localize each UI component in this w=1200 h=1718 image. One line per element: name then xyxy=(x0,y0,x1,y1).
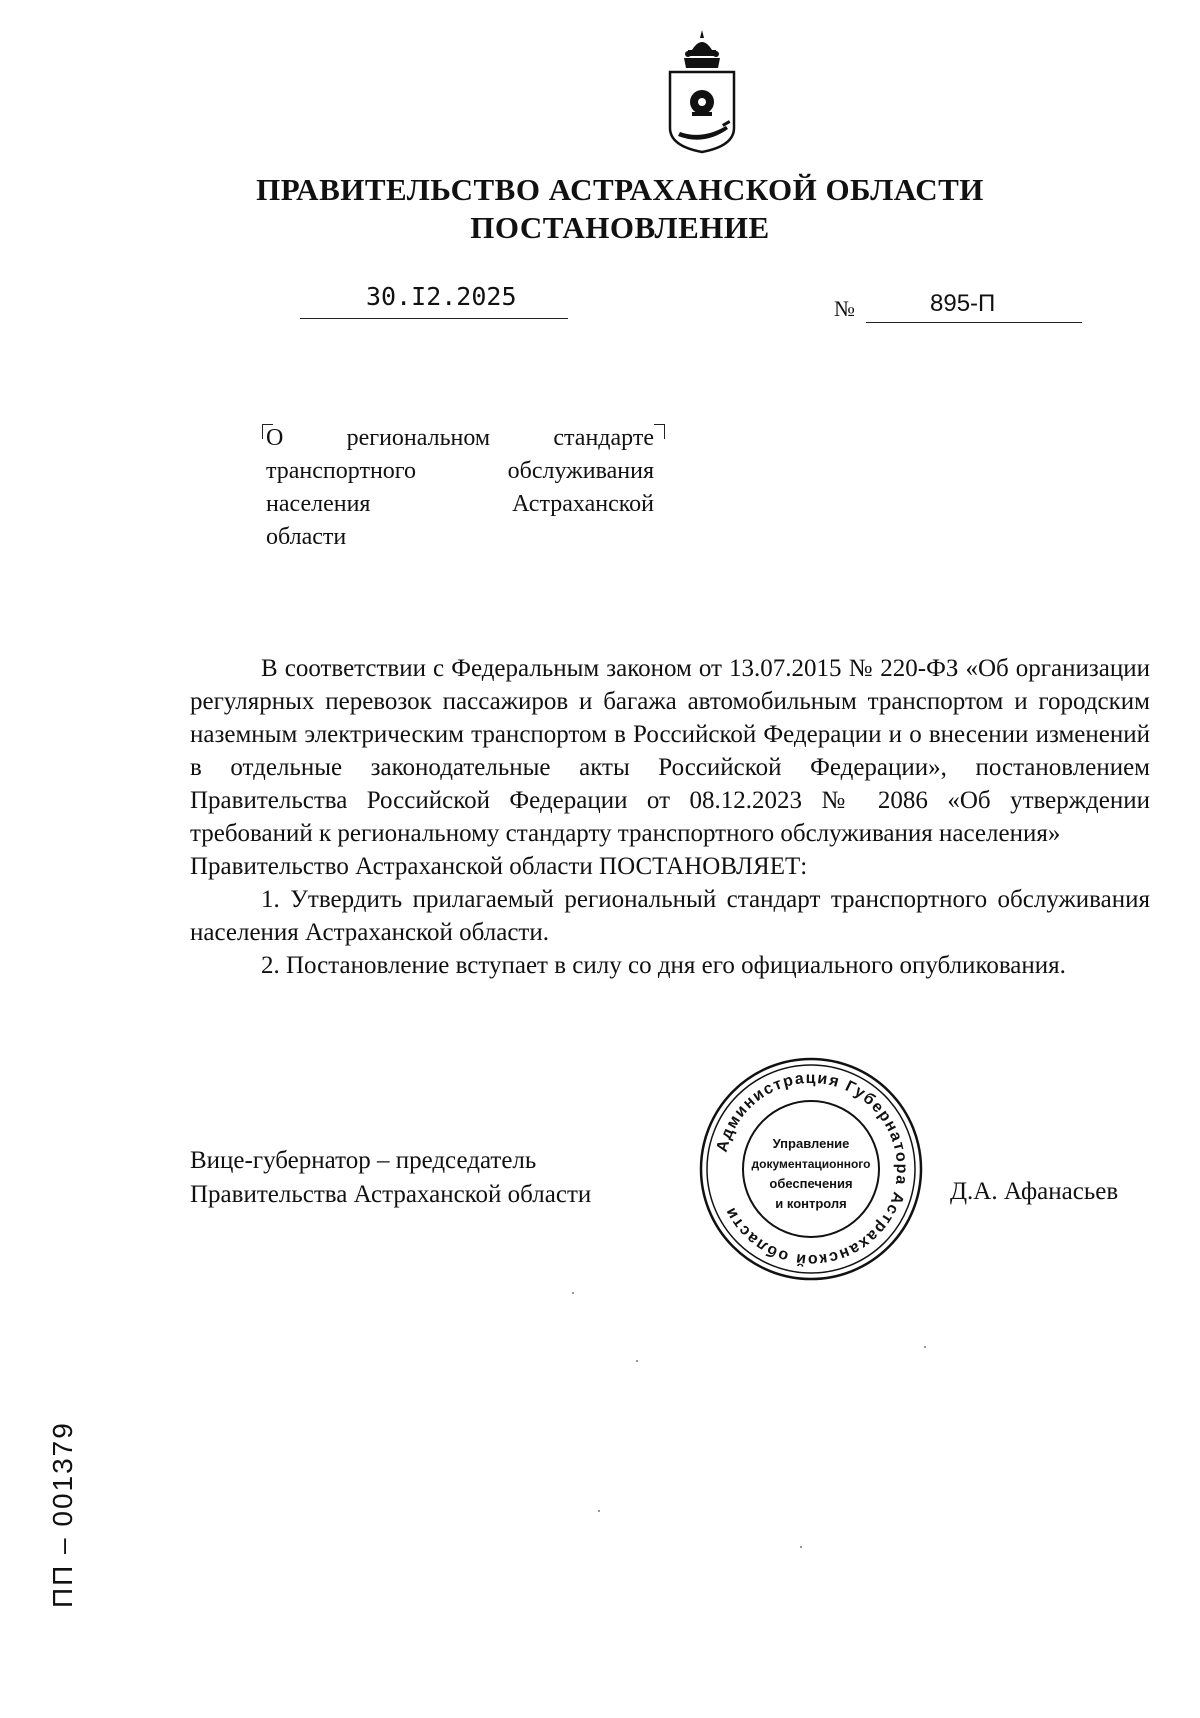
scan-speck xyxy=(800,1546,802,1548)
official-stamp xyxy=(696,1054,926,1284)
body-paragraph-item-1: 1. Утвердить прилагаемый региональный стандарт транспортного обслуживания населения Астраханской области. xyxy=(190,886,1150,946)
body-paragraph-resolves: Правительство Астраханской области ПОСТАНОВЛЯЕТ: xyxy=(190,853,808,880)
stamp-inner-line: Управление xyxy=(772,1136,850,1151)
subject-line: транспортного обслуживания xyxy=(266,458,654,484)
document-subject xyxy=(266,422,654,554)
svg-text:ПП – 001379: ПП – 001379 xyxy=(47,1421,78,1608)
scan-speck xyxy=(598,1510,600,1512)
document-number: 895-П xyxy=(930,290,996,317)
body-paragraph-preamble: В соответствии с Федеральным законом от 13.07.2015 № 220-ФЗ «Об организации регулярных перевозок пассажиров и багажа автомобильным транспортом и городским наземным электрическим транспортом в Российской Федерации и о внесении изменений в отдельные законодательные акты Российской Федерации», постановлением Правительства Российской Федерации от 08.12.2023 № 2086 «Об утверждении требований к региональному стандарту транспортного обслуживания населения» xyxy=(190,655,1150,847)
document-type-title: ПОСТАНОВЛЕНИЕ xyxy=(470,210,770,245)
scan-speck xyxy=(572,1292,574,1294)
subject-bracket-right xyxy=(654,424,665,439)
stamp-outer-text: Администрация Губернатора Астраханской области xyxy=(713,1069,911,1269)
signatory-position xyxy=(190,1144,591,1212)
stamp-inner-line: обеспечения xyxy=(769,1176,853,1191)
date-field xyxy=(300,282,568,319)
signatory-name: Д.А. Афанасьев xyxy=(950,1178,1119,1205)
subject-line: области xyxy=(266,524,347,550)
position-line: Вице-губернатор – председатель xyxy=(190,1147,537,1174)
subject-line: населения Астраханской xyxy=(266,491,654,517)
body-paragraph-item-2: 2. Постановление вступает в силу со дня его официального опубликования. xyxy=(261,952,1066,979)
number-field xyxy=(866,286,1082,323)
subject-line: О региональном стандарте xyxy=(266,425,654,451)
scan-speck xyxy=(636,1360,638,1362)
coat-of-arms-icon xyxy=(662,28,742,156)
stamp-inner-line: и контроля xyxy=(775,1196,847,1211)
position-line: Правительства Астраханской области xyxy=(190,1181,592,1208)
organization-title: ПРАВИТЕЛЬСТВО АСТРАХАНСКОЙ ОБЛАСТИ xyxy=(256,172,984,207)
document-date: 30.I2.2025 xyxy=(366,282,517,311)
stamp-inner-line: документационного xyxy=(751,1157,871,1171)
registration-number xyxy=(42,1370,82,1610)
number-sign: № xyxy=(834,296,855,321)
scan-speck xyxy=(924,1346,926,1348)
document-body xyxy=(190,652,1150,982)
